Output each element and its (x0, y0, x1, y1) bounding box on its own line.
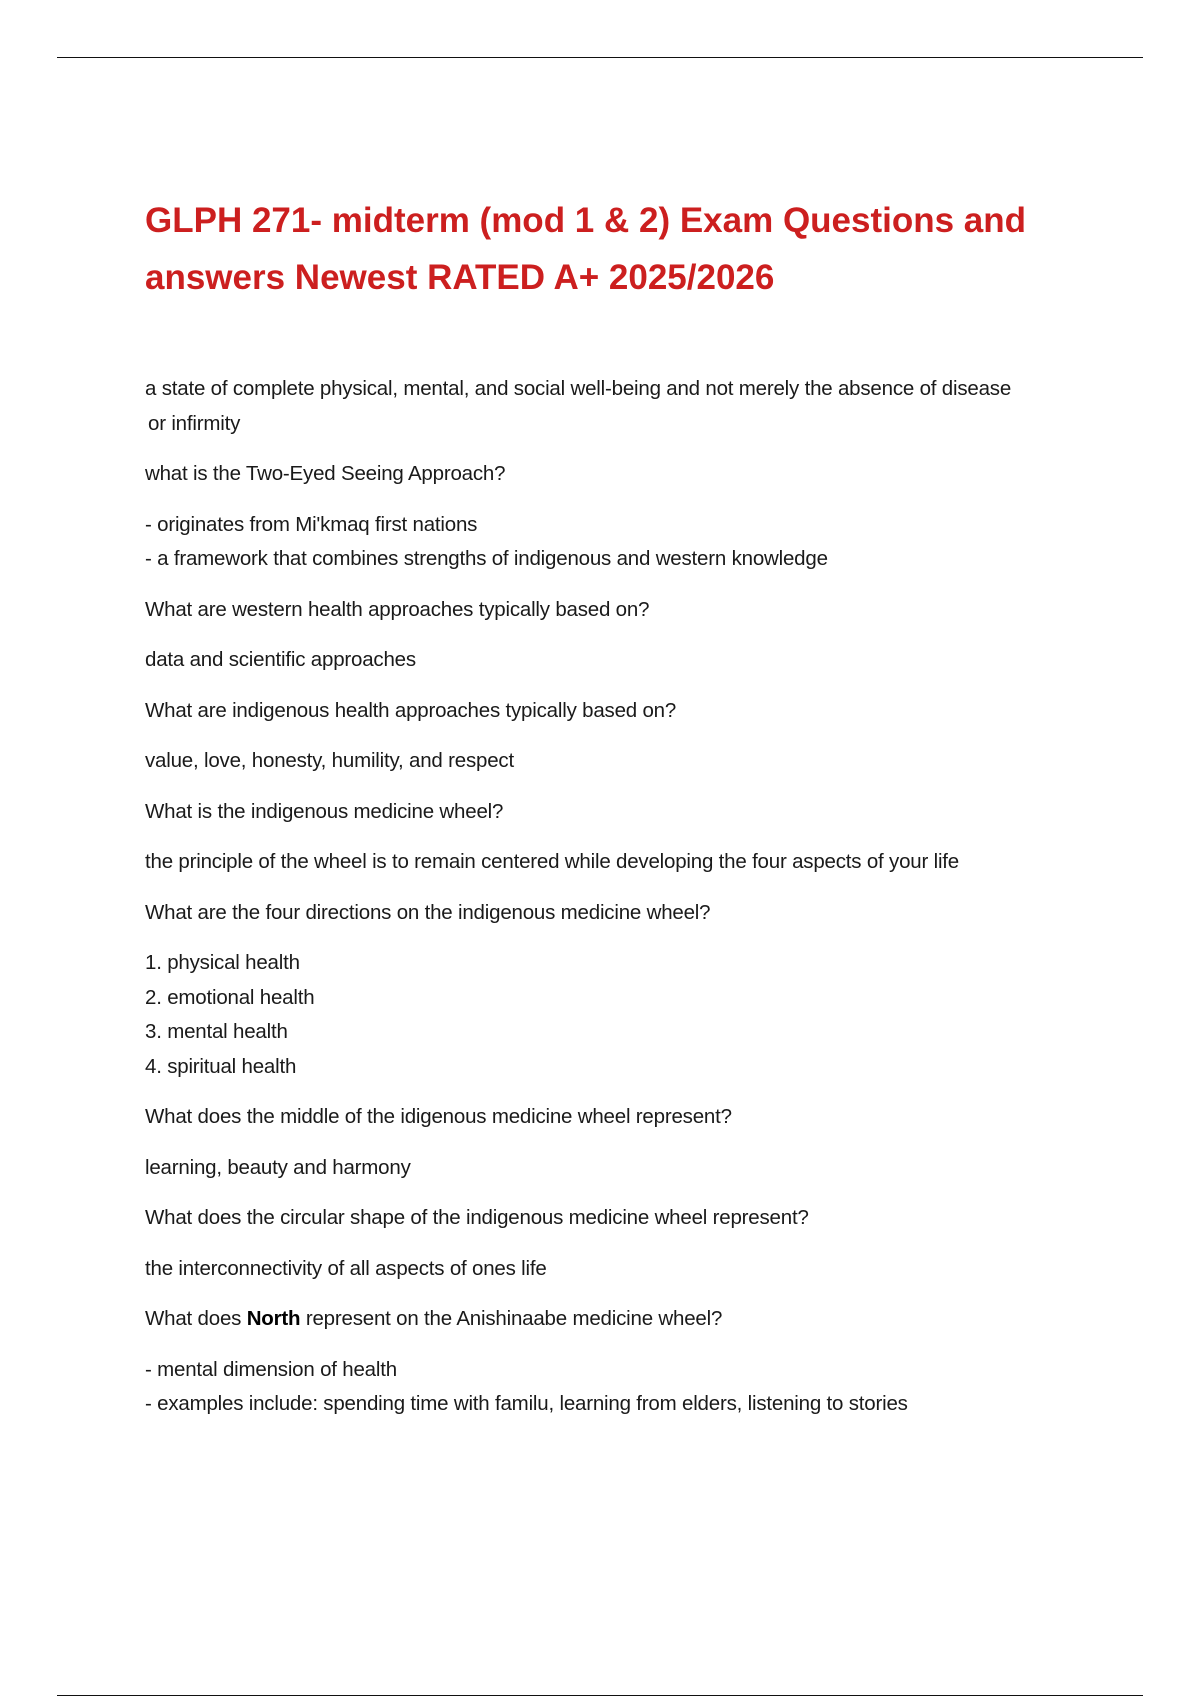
answer-5: the principle of the wheel is to remain centered while developing the four aspects of your life (145, 850, 960, 873)
answer-9 (145, 1353, 1085, 1422)
answer-line: - originates from Mi'kmaq first nations (145, 512, 478, 536)
qa-content (145, 372, 1085, 1438)
answer-line: - examples include: spending time with familu, learning from elders, listening to stories (145, 1392, 908, 1415)
answer-3: data and scientific approaches (145, 648, 416, 671)
answer-line: a state of complete physical, mental, and social well-being and not merely the absence of disease (145, 377, 1012, 400)
answer-8: the interconnectivity of all aspects of ones life (145, 1256, 547, 1280)
list-item: 2. emotional health (145, 985, 315, 1009)
document-title: GLPH 271- midterm (mod 1 & 2) Exam Questions and answers Newest RATED A+ 2025/2026 (145, 201, 1027, 297)
answer-6 (145, 946, 1085, 1084)
bottom-rule (57, 1695, 1143, 1696)
answer-line: or infirmity (148, 411, 241, 435)
top-rule (57, 57, 1143, 58)
question-2: what is the Two-Eyed Seeing Approach? (145, 462, 506, 485)
answer-7: learning, beauty and harmony (145, 1155, 411, 1179)
question-7: What does the middle of the idigenous medicine wheel represent? (145, 1105, 732, 1128)
question-bold-term: North (246, 1307, 301, 1330)
answer-1 (145, 372, 1085, 441)
question-4: What are indigenous health approaches typically based on? (145, 698, 677, 722)
answer-line: - mental dimension of health (145, 1357, 397, 1381)
question-8: What does the circular shape of the indigenous medicine wheel represent? (145, 1206, 809, 1229)
question-text: What does (145, 1307, 247, 1330)
question-5: What is the indigenous medicine wheel? (145, 799, 504, 823)
list-item: 4. spiritual health (145, 1054, 297, 1078)
question-3: What are western health approaches typically based on? (145, 597, 650, 621)
answer-4: value, love, honesty, humility, and respect (145, 749, 514, 772)
question-6: What are the four directions on the indigenous medicine wheel? (145, 900, 711, 924)
answer-line: - a framework that combines strengths of indigenous and western knowledge (145, 547, 828, 570)
list-item: 1. physical health (145, 951, 300, 974)
question-text: represent on the Anishinaabe medicine wheel? (300, 1307, 723, 1330)
answer-2 (145, 508, 1085, 577)
question-9 (145, 1302, 1085, 1337)
list-item: 3. mental health (145, 1020, 288, 1043)
